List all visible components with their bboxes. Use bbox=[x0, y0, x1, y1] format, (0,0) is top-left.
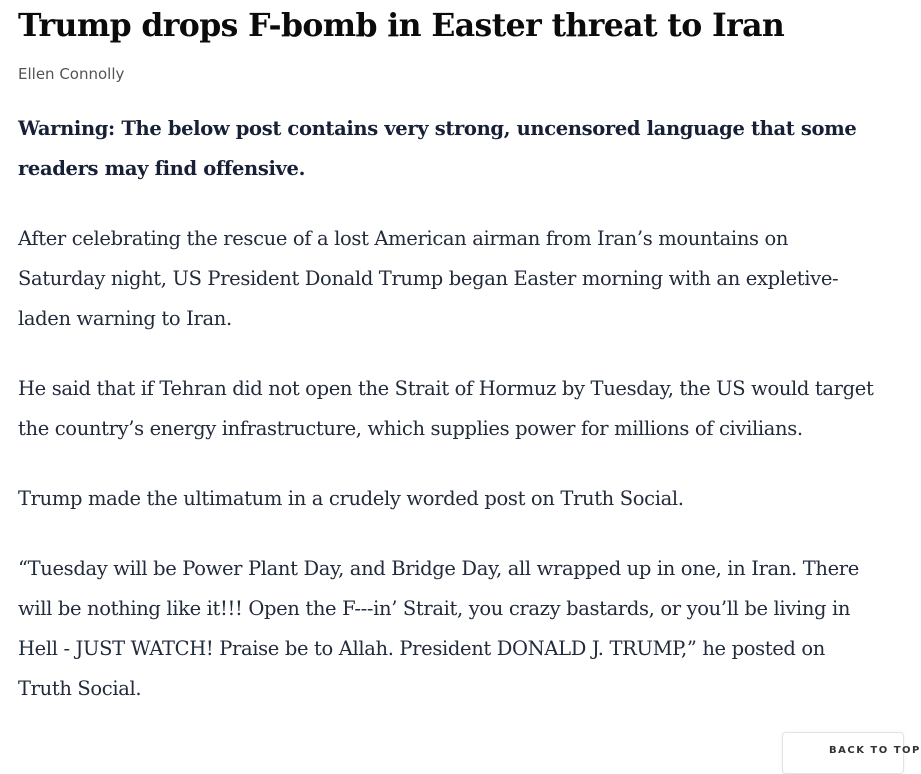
article bbox=[18, 0, 876, 709]
article-paragraph: Trump made the ultimatum in a crudely worded post on Truth Social. bbox=[18, 487, 684, 510]
content-warning: Warning: The below post contains very strong, uncensored language that some readers may find offensive. bbox=[18, 117, 857, 180]
article-headline: Trump drops F-bomb in Easter threat to Iran bbox=[18, 7, 785, 44]
back-to-top-button[interactable] bbox=[782, 732, 921, 774]
article-paragraph: He said that if Tehran did not open the Strait of Hormuz by Tuesday, the US would target the country’s energy infrastructure, which supplies power for millions of civilians. bbox=[18, 377, 874, 440]
article-paragraph: After celebrating the rescue of a lost American airman from Iran’s mountains on Saturday night, US President Donald Trump began Easter morning with an expletive-laden warning to Iran. bbox=[18, 227, 839, 330]
back-to-top-label: BACK TO TOP bbox=[829, 745, 921, 756]
article-paragraph: “Tuesday will be Power Plant Day, and Bridge Day, all wrapped up in one, in Iran. There will be nothing like it!!! Open the F---in’ Strait, you crazy bastards, or you’ll be living in Hell - JUST WATCH! Praise be to Allah. President DONALD J. TRUMP,” he posted on Truth Social. bbox=[18, 557, 859, 700]
author-byline[interactable]: Ellen Connolly bbox=[18, 65, 125, 83]
